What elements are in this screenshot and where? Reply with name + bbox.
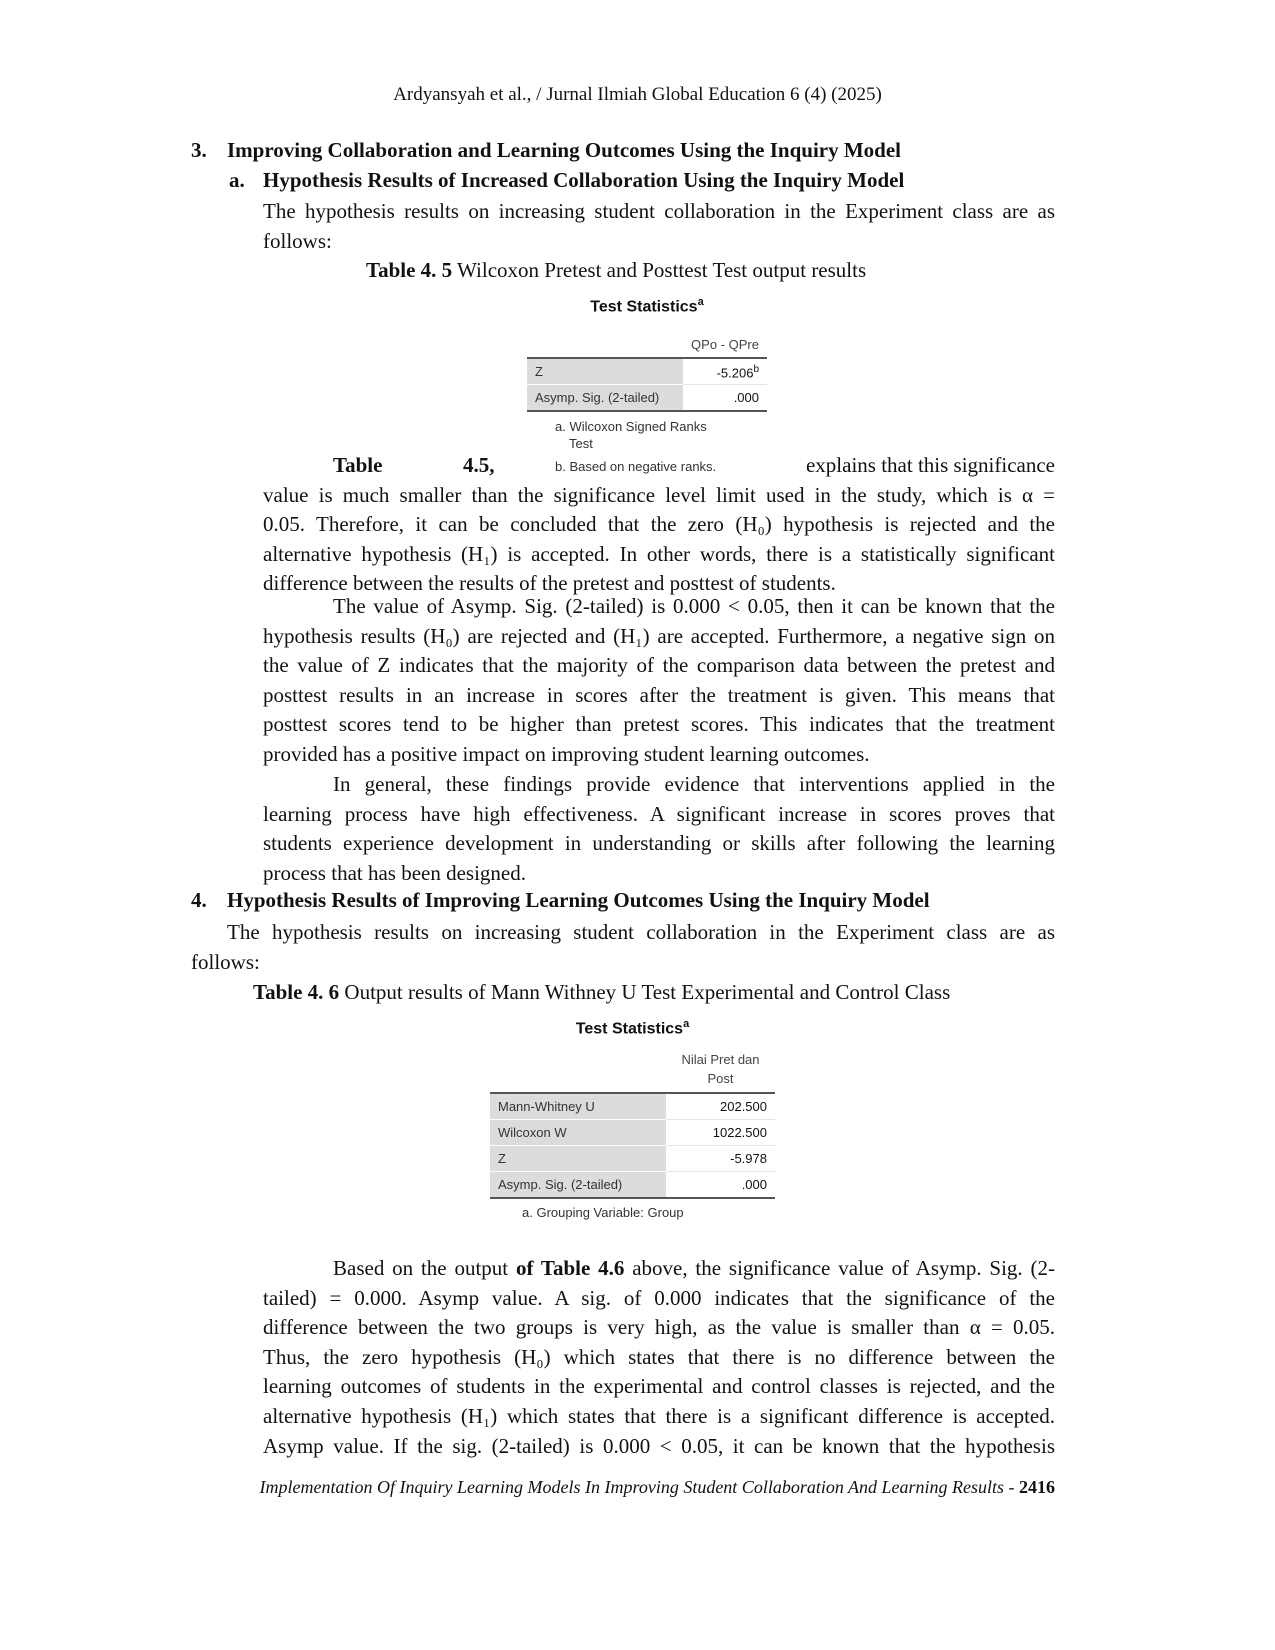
table-4-6-caption bbox=[253, 980, 950, 1005]
table-row-label: Asymp. Sig. (2-tailed) bbox=[527, 385, 683, 412]
table-row bbox=[490, 1120, 775, 1146]
intro-2-line: The hypothesis results on increasing student collaboration in the Experiment class are as bbox=[227, 920, 1055, 944]
paragraph-line: value is much smaller than the significance level limit used in the study, which is α = bbox=[263, 482, 1055, 507]
table-4-6-column-header: Nilai Pret dan Post bbox=[681, 1052, 760, 1087]
table-4-5-caption-label: Table 4. 5 bbox=[366, 258, 453, 282]
paragraph-text: above, the significance value of Asymp. Sig. (2- bbox=[624, 1256, 1055, 1280]
section-3a-heading bbox=[229, 168, 904, 193]
page-number: 2416 bbox=[1019, 1477, 1055, 1497]
table-4-6-note: a. Grouping Variable: Group bbox=[522, 1205, 684, 1221]
intro-2-line: follows: bbox=[191, 949, 260, 974]
inline-bold-table: Table bbox=[333, 453, 383, 477]
paragraph-line: posttest scores tend to be higher than pretest scores. This indicates that the treatment bbox=[263, 712, 1055, 737]
paragraph-line: Thus, the zero hypothesis (H₀) which states that there is no difference between the bbox=[263, 1344, 1055, 1369]
section-3a-title: Hypothesis Results of Increased Collaboration Using the Inquiry Model bbox=[263, 168, 905, 192]
paragraph-line: 0.05. Therefore, it can be concluded that the zero (H₀) hypothesis is rejected and the bbox=[263, 512, 1055, 537]
paragraph-line: difference between the results of the pretest and posttest of students. bbox=[263, 571, 836, 596]
table-row-value: -5.206$^b$ bbox=[683, 358, 767, 385]
table-row-label: Z bbox=[490, 1146, 666, 1172]
section-3a-number: a. bbox=[229, 168, 245, 192]
running-head: Ardyansyah et al., / Jurnal Ilmiah Global Education 6 (4) (2025) bbox=[393, 84, 882, 105]
table-row-value: -5.978 bbox=[666, 1146, 775, 1172]
paragraph-line: learning process have high effectiveness. A significant increase in scores proves that bbox=[263, 801, 1055, 826]
paragraph-table-4-6-explanation bbox=[263, 1254, 1055, 1461]
footer-title: Implementation Of Inquiry Learning Models In Improving Student Collaboration And Learning Results bbox=[259, 1477, 1004, 1497]
table-4-6-caption-text: Output results of Mann Withney U Test Experimental and Control Class bbox=[339, 980, 951, 1004]
table-row bbox=[527, 358, 767, 385]
paragraph-general-findings bbox=[263, 770, 1055, 888]
inline-bold-number: 4.5, bbox=[463, 453, 495, 477]
section-4-title: Hypothesis Results of Improving Learning Outcomes Using the Inquiry Model bbox=[227, 888, 930, 912]
table-4-6-title: Test Statistics$^a$ bbox=[575, 1018, 690, 1038]
paragraph-line: hypothesis results (H₀) are rejected and (H₁) are accepted. Furthermore, a negative sign on bbox=[263, 623, 1055, 648]
section-3-title: Improving Collaboration and Learning Outcomes Using the Inquiry Model bbox=[227, 138, 902, 162]
section-4-heading bbox=[191, 888, 930, 913]
table-4-5-caption bbox=[366, 258, 866, 283]
paragraph-line: alternative hypothesis (H₁) is accepted. In other words, there is a statistically significant bbox=[263, 541, 1055, 566]
paragraph-line: process that has been designed. bbox=[263, 860, 527, 885]
table-row-value: 202.500 bbox=[666, 1093, 775, 1120]
section-4-number: 4. bbox=[191, 888, 207, 912]
paragraph-line: Asymp value. If the sig. (2-tailed) is 0.000 < 0.05, it can be known that the hypothesis bbox=[263, 1433, 1055, 1458]
paragraph-line: alternative hypothesis (H₁) which states that there is a significant difference is accepted. bbox=[263, 1403, 1055, 1428]
paragraph-line: In general, these findings provide evidence that interventions applied in the bbox=[333, 772, 1055, 796]
table-4-5-column-header: QPo - QPre bbox=[691, 337, 759, 353]
inline-bold-table-ref: of Table 4.6 bbox=[515, 1256, 625, 1280]
table-row bbox=[490, 1146, 775, 1172]
paragraph-first-line-rest: explains that this significance bbox=[805, 453, 1055, 477]
table-row bbox=[527, 385, 767, 412]
table-row-value: 1022.500 bbox=[666, 1120, 775, 1146]
table-4-5-grid bbox=[527, 332, 767, 412]
table-4-5 bbox=[527, 296, 767, 475]
table-row-label: Wilcoxon W bbox=[490, 1120, 666, 1146]
table-4-6-caption-label: Table 4. 6 bbox=[253, 980, 340, 1004]
table-row bbox=[490, 1172, 775, 1199]
paragraph-line: tailed) = 0.000. Asymp value. A sig. of 0.000 indicates that the significance of the bbox=[263, 1285, 1055, 1310]
table-4-6 bbox=[490, 1018, 775, 1221]
paragraph-asymp-sig bbox=[263, 592, 1055, 770]
table-4-5-caption-text: Wilcoxon Pretest and Posttest Test output results bbox=[452, 258, 867, 282]
section-3-number: 3. bbox=[191, 138, 207, 162]
table-4-5-note-b: b. Based on negative ranks. bbox=[555, 459, 717, 475]
paragraph-line: provided has a positive impact on improving student learning outcomes. bbox=[263, 741, 870, 766]
intro-paragraph-1 bbox=[263, 197, 1055, 256]
intro-1-line: follows: bbox=[263, 228, 332, 253]
table-row-label: Z bbox=[527, 358, 683, 385]
table-row bbox=[490, 1093, 775, 1120]
paragraph-line: learning outcomes of students in the experimental and control classes is rejected, and the bbox=[263, 1374, 1055, 1399]
table-row-label: Mann-Whitney U bbox=[490, 1093, 666, 1120]
table-4-5-note-a: a. Wilcoxon Signed Ranks bbox=[555, 419, 707, 435]
table-4-5-title: Test Statistics$^a$ bbox=[590, 296, 704, 316]
table-row-label: Asymp. Sig. (2-tailed) bbox=[490, 1172, 666, 1199]
paragraph-table-4-5-explanation bbox=[263, 451, 1055, 599]
paragraph-text: Based on the output bbox=[333, 1256, 516, 1280]
paragraph-line: students experience development in understanding or skills after following the learning bbox=[263, 831, 1055, 856]
intro-1-line: The hypothesis results on increasing student collaboration in the Experiment class are as bbox=[263, 199, 1055, 223]
intro-paragraph-2 bbox=[191, 918, 1055, 977]
paragraph-line: the value of Z indicates that the majority of the comparison data between the pretest and bbox=[263, 653, 1055, 678]
paragraph-line: difference between the two groups is very high, as the value is smaller than α = 0.05. bbox=[263, 1315, 1055, 1340]
table-4-6-grid bbox=[490, 1050, 775, 1199]
table-4-5-note-a-cont: Test bbox=[569, 436, 593, 452]
paragraph-line: posttest results in an increase in scores after the treatment is given. This means that bbox=[263, 682, 1055, 707]
table-row-value: .000 bbox=[683, 385, 767, 412]
page-footer bbox=[0, 1477, 1055, 1498]
paragraph-line: The value of Asymp. Sig. (2-tailed) is 0.000 < 0.05, then it can be known that the bbox=[333, 594, 1055, 618]
footer-separator: - bbox=[1004, 1477, 1019, 1497]
section-3-heading bbox=[191, 138, 901, 163]
table-row-value: .000 bbox=[666, 1172, 775, 1199]
